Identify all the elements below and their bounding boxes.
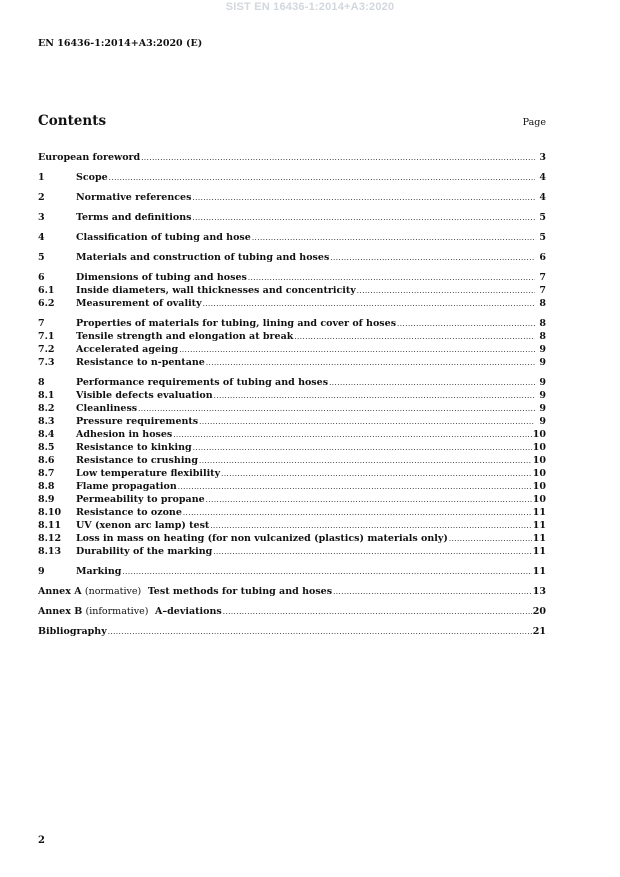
toc-entry-page: 4	[539, 192, 546, 203]
toc-entry-8-1[interactable]	[38, 389, 546, 402]
dot-leader	[193, 442, 532, 455]
toc-entry-title: Terms and definitions	[76, 212, 192, 223]
page-column-label: Page	[522, 117, 546, 128]
dot-leader	[199, 416, 535, 429]
toc-entry-title: Low temperature flexibility	[76, 468, 221, 479]
toc-entry-page: 8	[539, 318, 546, 329]
toc-entry-page: 9	[539, 357, 546, 368]
annex-prefix: Annex B	[38, 606, 83, 617]
dot-leader	[252, 232, 535, 245]
toc-entry-page: 11	[532, 507, 546, 518]
toc-entry-title: Loss in mass on heating (for non vulcanized (plastics) materials only)	[76, 533, 448, 544]
toc-entry-number: 6	[38, 272, 45, 283]
toc-entry-4[interactable]	[38, 231, 546, 244]
toc-entry-title: Durability of the marking	[76, 546, 213, 557]
toc-entry-title: UV (xenon arc lamp) test	[76, 520, 210, 531]
toc-entry-page: 13	[532, 586, 546, 597]
toc-entry-title: Inside diameters, wall thicknesses and concentricity	[76, 285, 356, 296]
annex-title: Test methods for tubing and hoses	[147, 586, 333, 597]
toc-entry-title: Cleanliness	[76, 403, 138, 414]
toc-entry-page: 11	[532, 520, 546, 531]
watermark: SIST EN 16436-1:2014+A3:2020	[225, 1, 395, 13]
toc-entry-page: 5	[539, 232, 546, 243]
toc-entry-page: 7	[539, 285, 546, 296]
toc-entry-2[interactable]	[38, 191, 546, 204]
toc-entry-number: 7.3	[38, 357, 55, 368]
toc-entry-number: 2	[38, 192, 45, 203]
dot-leader	[192, 212, 535, 225]
dot-leader	[192, 192, 535, 205]
toc-entry-page: 20	[532, 606, 546, 617]
toc-entry-title: Materials and construction of tubing and hoses	[76, 252, 330, 263]
toc-entry-number: 9	[38, 566, 45, 577]
toc-entry-number: 8.1	[38, 390, 55, 401]
dot-leader	[397, 318, 535, 331]
toc-entry-number: 8.12	[38, 533, 62, 544]
toc-entry-title: Resistance to ozone	[76, 507, 182, 518]
dot-leader	[223, 606, 532, 619]
toc-entry-8-5[interactable]	[38, 441, 546, 454]
toc-entry-number: 6.2	[38, 298, 55, 309]
toc-entry-7-3[interactable]	[38, 356, 546, 369]
toc-entry-page: 9	[539, 416, 546, 427]
toc-entry-title: Performance requirements of tubing and hoses	[76, 377, 329, 388]
toc-entry-page: 9	[539, 390, 546, 401]
dot-leader	[213, 546, 531, 559]
annex-type: (normative)	[84, 586, 142, 597]
toc-entry-number: 8.5	[38, 442, 55, 453]
toc-entry-8[interactable]	[38, 376, 546, 389]
toc-entry-page: 10	[532, 468, 546, 479]
toc-entry-8-13[interactable]	[38, 545, 546, 558]
toc-entry-page: 8	[539, 298, 546, 309]
toc-entry-8-2[interactable]	[38, 402, 546, 415]
page-number: 2	[38, 835, 45, 846]
toc-entry-number: 7.2	[38, 344, 55, 355]
dot-leader	[173, 429, 531, 442]
toc-entry-page: 4	[539, 172, 546, 183]
toc-entry-page: 5	[539, 212, 546, 223]
toc-entry-title: Flame propagation	[76, 481, 177, 492]
toc-entry-number: 3	[38, 212, 45, 223]
toc-entry-number: 8.3	[38, 416, 55, 427]
toc-entry-annex-a[interactable]	[38, 585, 546, 598]
toc-entry-page: 8	[539, 331, 546, 342]
toc-entry-page: 9	[539, 377, 546, 388]
toc-entry-number: 8.11	[38, 520, 62, 531]
toc-entry-6[interactable]	[38, 271, 546, 284]
toc-entry-6-1[interactable]	[38, 284, 546, 297]
dot-leader	[108, 626, 532, 639]
toc-entry-8-4[interactable]	[38, 428, 546, 441]
toc-entry-title: Normative references	[76, 192, 192, 203]
toc-entry-annex-b[interactable]	[38, 605, 546, 618]
toc-entry-7-2[interactable]	[38, 343, 546, 356]
dot-leader	[109, 172, 535, 185]
dot-leader	[214, 390, 535, 403]
toc-entry-title: Resistance to n-pentane	[76, 357, 205, 368]
toc-entry-title: Marking	[76, 566, 122, 577]
dot-leader	[178, 481, 532, 494]
dot-leader	[199, 455, 532, 468]
toc-entry-9[interactable]	[38, 565, 546, 578]
toc-entry-title: Classification of tubing and hose	[76, 232, 251, 243]
toc-entry-number: 8.7	[38, 468, 55, 479]
toc-entry-number: 8	[38, 377, 45, 388]
toc-entry-title: European foreword	[38, 152, 141, 163]
toc-entry-page: 9	[539, 344, 546, 355]
toc-entry-title: Pressure requirements	[76, 416, 199, 427]
dot-leader	[294, 331, 535, 344]
toc-entry-7-1[interactable]	[38, 330, 546, 343]
toc-entry-page: 7	[539, 272, 546, 283]
toc-entry-number: 8.8	[38, 481, 55, 492]
toc-entry-8-9[interactable]	[38, 493, 546, 506]
toc-entry-number: 7	[38, 318, 45, 329]
toc-entry-number: 1	[38, 172, 45, 183]
toc-entry-7[interactable]	[38, 317, 546, 330]
dot-leader	[183, 507, 532, 520]
toc-entry-8-11[interactable]	[38, 519, 546, 532]
toc-entry-page: 10	[532, 481, 546, 492]
dot-leader	[206, 357, 535, 370]
toc-entry-number: 8.4	[38, 429, 55, 440]
toc-entry-page: 9	[539, 403, 546, 414]
toc-entry-title: Permeability to propane	[76, 494, 205, 505]
toc-entry-page: 11	[532, 533, 546, 544]
dot-leader	[203, 298, 535, 311]
toc-entry-title: Visible defects evaluation	[76, 390, 213, 401]
toc-entry-5[interactable]	[38, 251, 546, 264]
dot-leader	[221, 468, 532, 481]
toc-entry-number: 7.1	[38, 331, 55, 342]
contents-heading: Contents	[38, 113, 107, 129]
toc-entry-title: Scope	[76, 172, 108, 183]
toc-entry-8-8[interactable]	[38, 480, 546, 493]
annex-title: A–deviations	[155, 606, 222, 617]
toc-entry-page: 10	[532, 442, 546, 453]
toc-entry-title	[38, 605, 222, 618]
dot-leader	[357, 285, 535, 298]
toc-entry-page: 11	[532, 546, 546, 557]
dot-leader	[179, 344, 535, 357]
dot-leader	[329, 377, 535, 390]
toc-entry-number: 8.2	[38, 403, 55, 414]
toc-entry-number: 8.6	[38, 455, 55, 466]
toc-entry-number: 4	[38, 232, 45, 243]
toc-entry-8-12[interactable]	[38, 532, 546, 545]
toc-entry-1[interactable]	[38, 171, 546, 184]
toc-entry-foreword[interactable]	[38, 151, 546, 164]
toc-entry-title	[38, 585, 332, 598]
toc-entry-page: 10	[532, 494, 546, 505]
dot-leader	[333, 586, 532, 599]
dot-leader	[330, 252, 535, 265]
toc-entry-6-2[interactable]	[38, 297, 546, 310]
toc-entry-title: Tensile strength and elongation at break	[76, 331, 294, 342]
toc-entry-page: 10	[532, 455, 546, 466]
dot-leader	[206, 494, 532, 507]
dot-leader	[122, 566, 531, 579]
toc-entry-title: Bibliography	[38, 626, 107, 637]
toc-entry-page: 10	[532, 429, 546, 440]
toc-entry-number: 5	[38, 252, 45, 263]
toc-entry-title: Dimensions of tubing and hoses	[76, 272, 247, 283]
dot-leader	[141, 152, 535, 165]
toc-entry-page: 6	[539, 252, 546, 263]
toc-entry-page: 11	[532, 566, 546, 577]
toc-entry-title: Resistance to kinking	[76, 442, 192, 453]
toc-entry-8-10[interactable]	[38, 506, 546, 519]
table-of-contents	[38, 151, 546, 638]
toc-entry-title: Measurement of ovality	[76, 298, 202, 309]
dot-leader	[449, 533, 532, 546]
toc-entry-title: Adhesion in hoses	[76, 429, 173, 440]
toc-entry-number: 8.10	[38, 507, 62, 518]
toc-entry-title: Accelerated ageing	[76, 344, 179, 355]
toc-entry-8-3[interactable]	[38, 415, 546, 428]
toc-entry-title: Resistance to crushing	[76, 455, 198, 466]
toc-entry-3[interactable]	[38, 211, 546, 224]
toc-entry-title: Properties of materials for tubing, lining and cover of hoses	[76, 318, 397, 329]
toc-entry-page: 3	[539, 152, 546, 163]
toc-entry-number: 8.9	[38, 494, 55, 505]
annex-type: (informative)	[85, 606, 149, 617]
toc-entry-number: 8.13	[38, 546, 62, 557]
toc-entry-page: 21	[532, 626, 546, 637]
toc-entry-number: 6.1	[38, 285, 55, 296]
annex-prefix: Annex A	[38, 586, 82, 597]
document-id: EN 16436-1:2014+A3:2020 (E)	[38, 38, 203, 49]
toc-entry-8-6[interactable]	[38, 454, 546, 467]
toc-entry-8-7[interactable]	[38, 467, 546, 480]
toc-entry-bibliography[interactable]	[38, 625, 546, 638]
